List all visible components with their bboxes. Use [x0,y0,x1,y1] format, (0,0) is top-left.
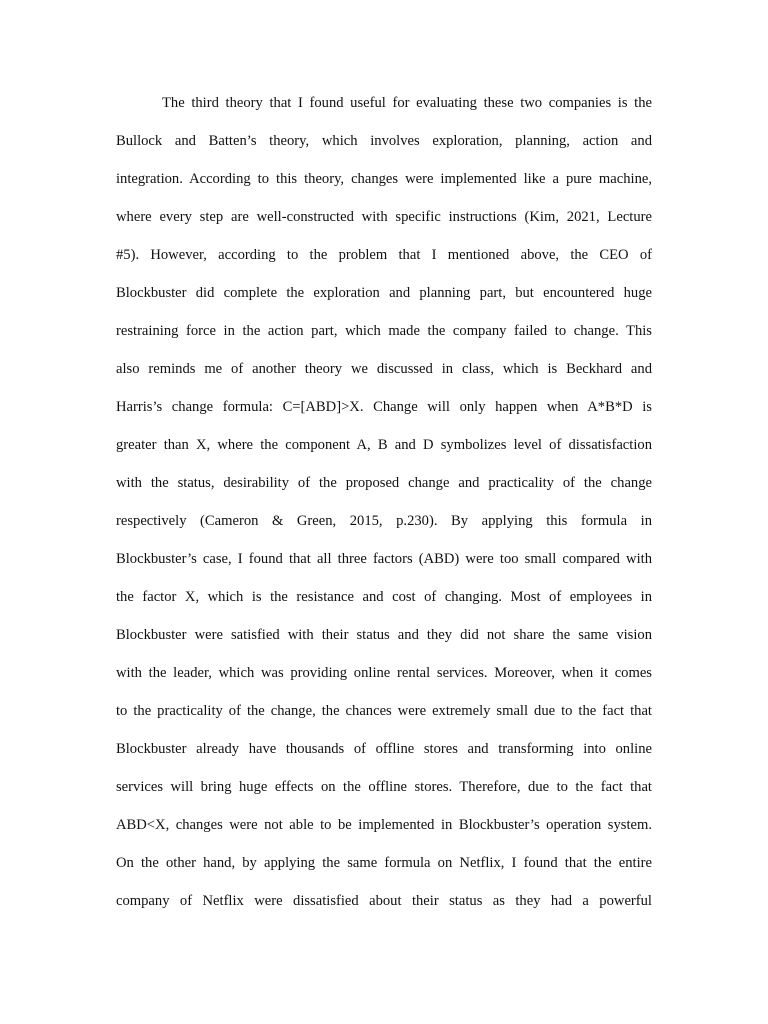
paragraph-line-3: integration. According to this theory, changes were implemented like a pure machine, [116,171,652,187]
paragraph-line-5: #5). However, according to the problem that I mentioned above, the CEO of [116,247,652,263]
paragraph-line-9: Harris’s change formula: C=[ABD]>X. Change will only happen when A*B*D is [116,399,652,415]
paragraph-line-21: On the other hand, by applying the same formula on Netflix, I found that the entire [116,855,652,871]
paragraph-line-2: Bullock and Batten’s theory, which involves exploration, planning, action and [116,133,652,149]
paragraph-line-13: Blockbuster’s case, I found that all three factors (ABD) were too small compared with [116,551,652,567]
paragraph-line-6: Blockbuster did complete the exploration and planning part, but encountered huge [116,285,652,301]
paragraph-line-17: to the practicality of the change, the chances were extremely small due to the fact that [116,703,652,719]
paragraph-line-22: company of Netflix were dissatisfied about their status as they had a powerful [116,893,652,909]
paragraph-line-10: greater than X, where the component A, B and D symbolizes level of dissatisfaction [116,437,652,453]
paragraph-line-7: restraining force in the action part, which made the company failed to change. This [116,323,652,339]
paragraph-line-16: with the leader, which was providing online rental services. Moreover, when it comes [116,665,652,681]
paragraph-line-20: ABD<X, changes were not able to be implemented in Blockbuster’s operation system. [116,817,652,833]
paragraph-line-8: also reminds me of another theory we discussed in class, which is Beckhard and [116,361,652,377]
paragraph-line-19: services will bring huge effects on the offline stores. Therefore, due to the fact that [116,779,652,795]
paragraph-line-14: the factor X, which is the resistance and cost of changing. Most of employees in [116,589,652,605]
paragraph-line-15: Blockbuster were satisfied with their status and they did not share the same vision [116,627,652,643]
paragraph-line-18: Blockbuster already have thousands of offline stores and transforming into online [116,741,652,757]
paragraph-line-11: with the status, desirability of the proposed change and practicality of the change [116,475,652,491]
body-paragraph [116,91,652,927]
paragraph-line-12: respectively (Cameron & Green, 2015, p.230). By applying this formula in [116,513,652,529]
paragraph-line-1: The third theory that I found useful for evaluating these two companies is the [162,95,652,111]
paragraph-line-4: where every step are well-constructed with specific instructions (Kim, 2021, Lecture [116,209,652,225]
